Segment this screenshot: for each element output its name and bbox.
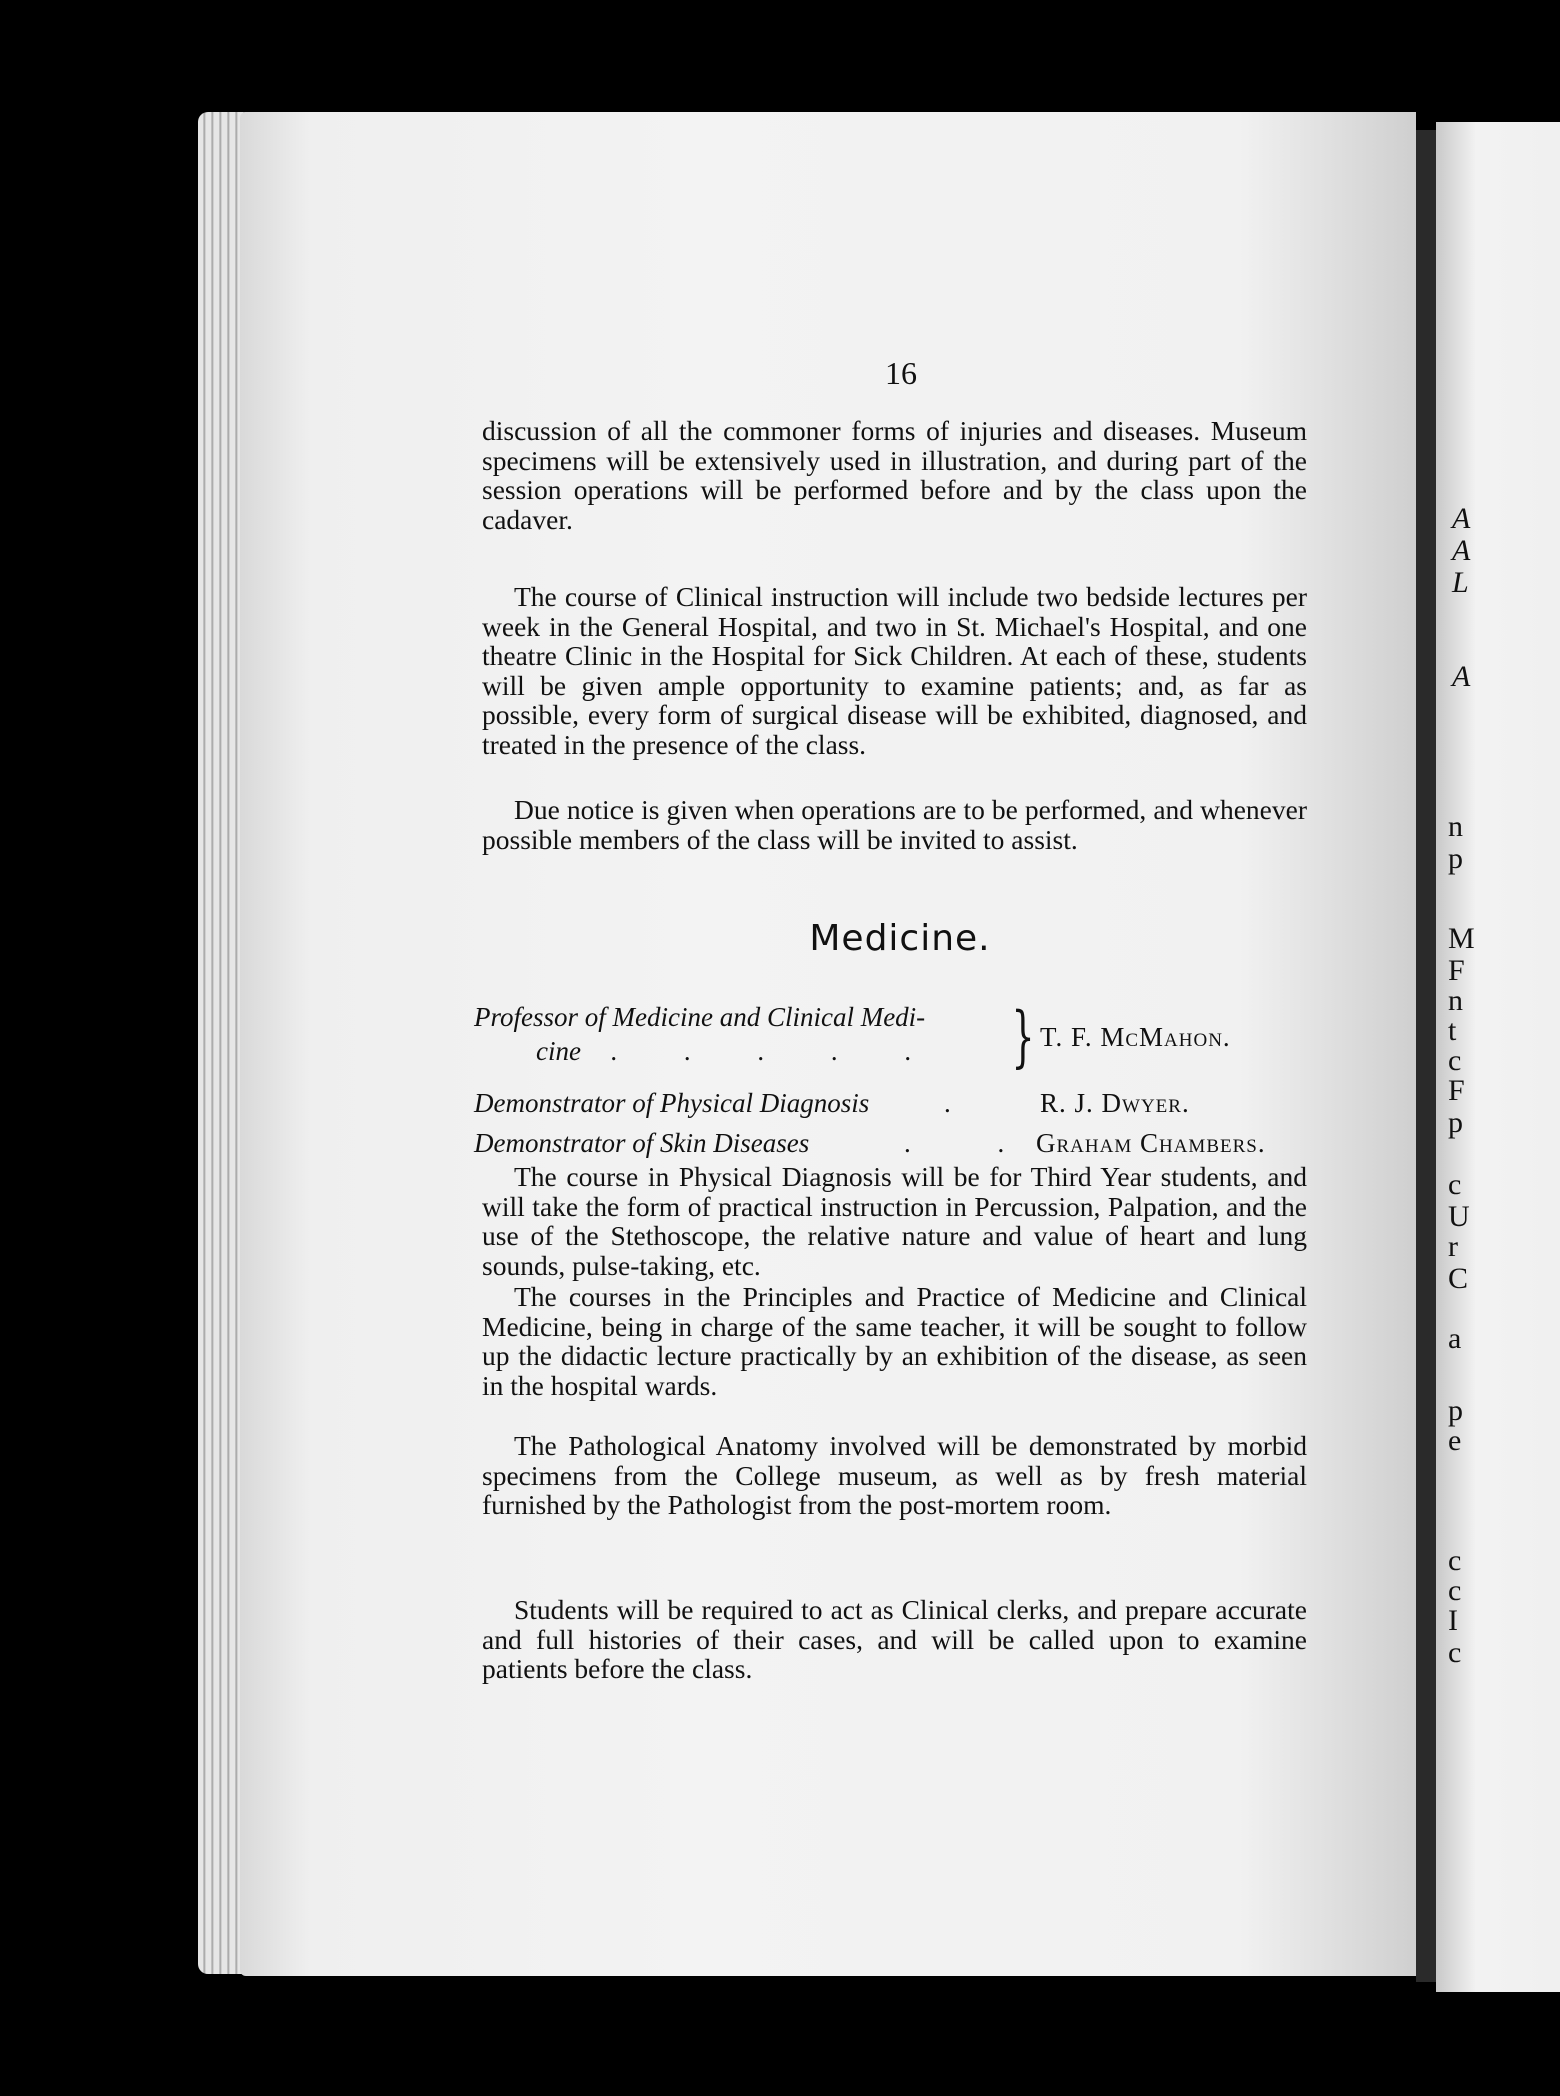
staff-role: Demonstrator of Physical Diagnosis <box>474 1088 870 1118</box>
facing-page-fragment: A <box>1452 660 1471 693</box>
page-number: 16 <box>885 355 917 391</box>
facing-page-fragment: c <box>1448 1044 1462 1077</box>
facing-page-fragment: c <box>1448 1168 1462 1201</box>
facing-page-fragment: A <box>1452 502 1471 535</box>
paragraph-principles-practice: The courses in the Principles and Practice of Medicine and Clinical Medicine, being in charge of the same teacher, it will be sought to follow up the didactic lecture practically by an exhibition of the disease, as seen in the hospital wards. <box>482 1281 1307 1401</box>
staff-row <box>474 1000 1314 1088</box>
facing-page-fragment: n <box>1448 984 1463 1017</box>
staff-list <box>474 1000 1314 1168</box>
staff-name: T. F. McMahon. <box>1040 1022 1231 1052</box>
staff-name: R. J. Dwyer. <box>1040 1088 1190 1118</box>
facing-page-fragment: C <box>1448 1262 1469 1295</box>
brace-icon: } <box>1011 998 1035 1075</box>
staff-role <box>474 1000 994 1068</box>
facing-page <box>1436 122 1560 1992</box>
facing-page-fragment: c <box>1448 1636 1462 1669</box>
facing-page-fragment: r <box>1448 1230 1458 1263</box>
facing-page-fragment: c <box>1448 1574 1462 1607</box>
facing-page-fragment: p <box>1448 1106 1463 1139</box>
facing-page-fragment: a <box>1448 1322 1462 1355</box>
paragraph-pathological-anatomy: The Pathological Anatomy involved will be demonstrated by morbid specimens from the College museum, as well as by fresh material furnished by the Pathologist from the post-mortem room. <box>482 1430 1307 1520</box>
dot-leader: . <box>944 1088 991 1118</box>
paragraph-surgery-discussion: discussion of all the commoner forms of injuries and diseases. Museum specimens will be extensively used in illustration, and during part of the session operations will be performed before and by the class upon the cadaver. <box>482 415 1307 535</box>
book-gutter <box>1416 130 1436 1982</box>
facing-page-fragment: I <box>1448 1604 1458 1637</box>
facing-page-fragment: F <box>1448 954 1465 987</box>
dot-leader: . . . . . <box>610 1036 942 1066</box>
facing-page-fragment: F <box>1448 1074 1465 1107</box>
facing-page-fragment: A <box>1452 534 1471 567</box>
paragraph-clinical-clerks: Students will be required to act as Clinical clerks, and prepare accurate and full histories of their cases, and will be called upon to examine patients before the class. <box>482 1594 1307 1684</box>
staff-role-line1: Professor of Medicine and Clinical Medi- <box>474 1002 926 1032</box>
facing-page-fragment: U <box>1448 1200 1470 1233</box>
dot-leader: . . <box>904 1128 1045 1158</box>
facing-page-fragment: p <box>1448 1394 1463 1427</box>
staff-row <box>474 1088 1314 1128</box>
paragraph-clinical-instruction: The course of Clinical instruction will include two bedside lectures per week in the General Hospital, and two in St. Michael's Hospital, and one theatre Clinic in the Hospital for Sick Children. At each of these, students will be given ample opportunity to examine patients; and, as far as possible, every form of surgical disease will be exhibited, diagnosed, and treated in the presence of the class. <box>482 581 1307 760</box>
section-title-medicine: Medicine. <box>809 918 991 959</box>
paragraph-operations-notice: Due notice is given when operations are to be performed, and whenever possible members of the class will be invited to assist. <box>482 794 1307 855</box>
paragraph-physical-diagnosis: The course in Physical Diagnosis will be for Third Year students, and will take the form of practical instruction in Percussion, Palpation, and the use of the Stethoscope, the relative nature and value of heart and lung sounds, pulse-taking, etc. <box>482 1161 1307 1281</box>
facing-page-fragment: p <box>1448 842 1463 875</box>
facing-page-fragment: c <box>1448 1544 1462 1577</box>
facing-page-fragment: L <box>1452 566 1469 599</box>
facing-page-fragment: n <box>1448 810 1463 843</box>
facing-page-fragment: e <box>1448 1424 1462 1457</box>
facing-page-fragment: t <box>1448 1014 1457 1047</box>
facing-page-fragment: M <box>1448 922 1475 955</box>
staff-role-line2: cine <box>536 1036 581 1066</box>
staff-role: Demonstrator of Skin Diseases <box>474 1128 810 1158</box>
staff-name: Graham Chambers. <box>1036 1128 1266 1158</box>
